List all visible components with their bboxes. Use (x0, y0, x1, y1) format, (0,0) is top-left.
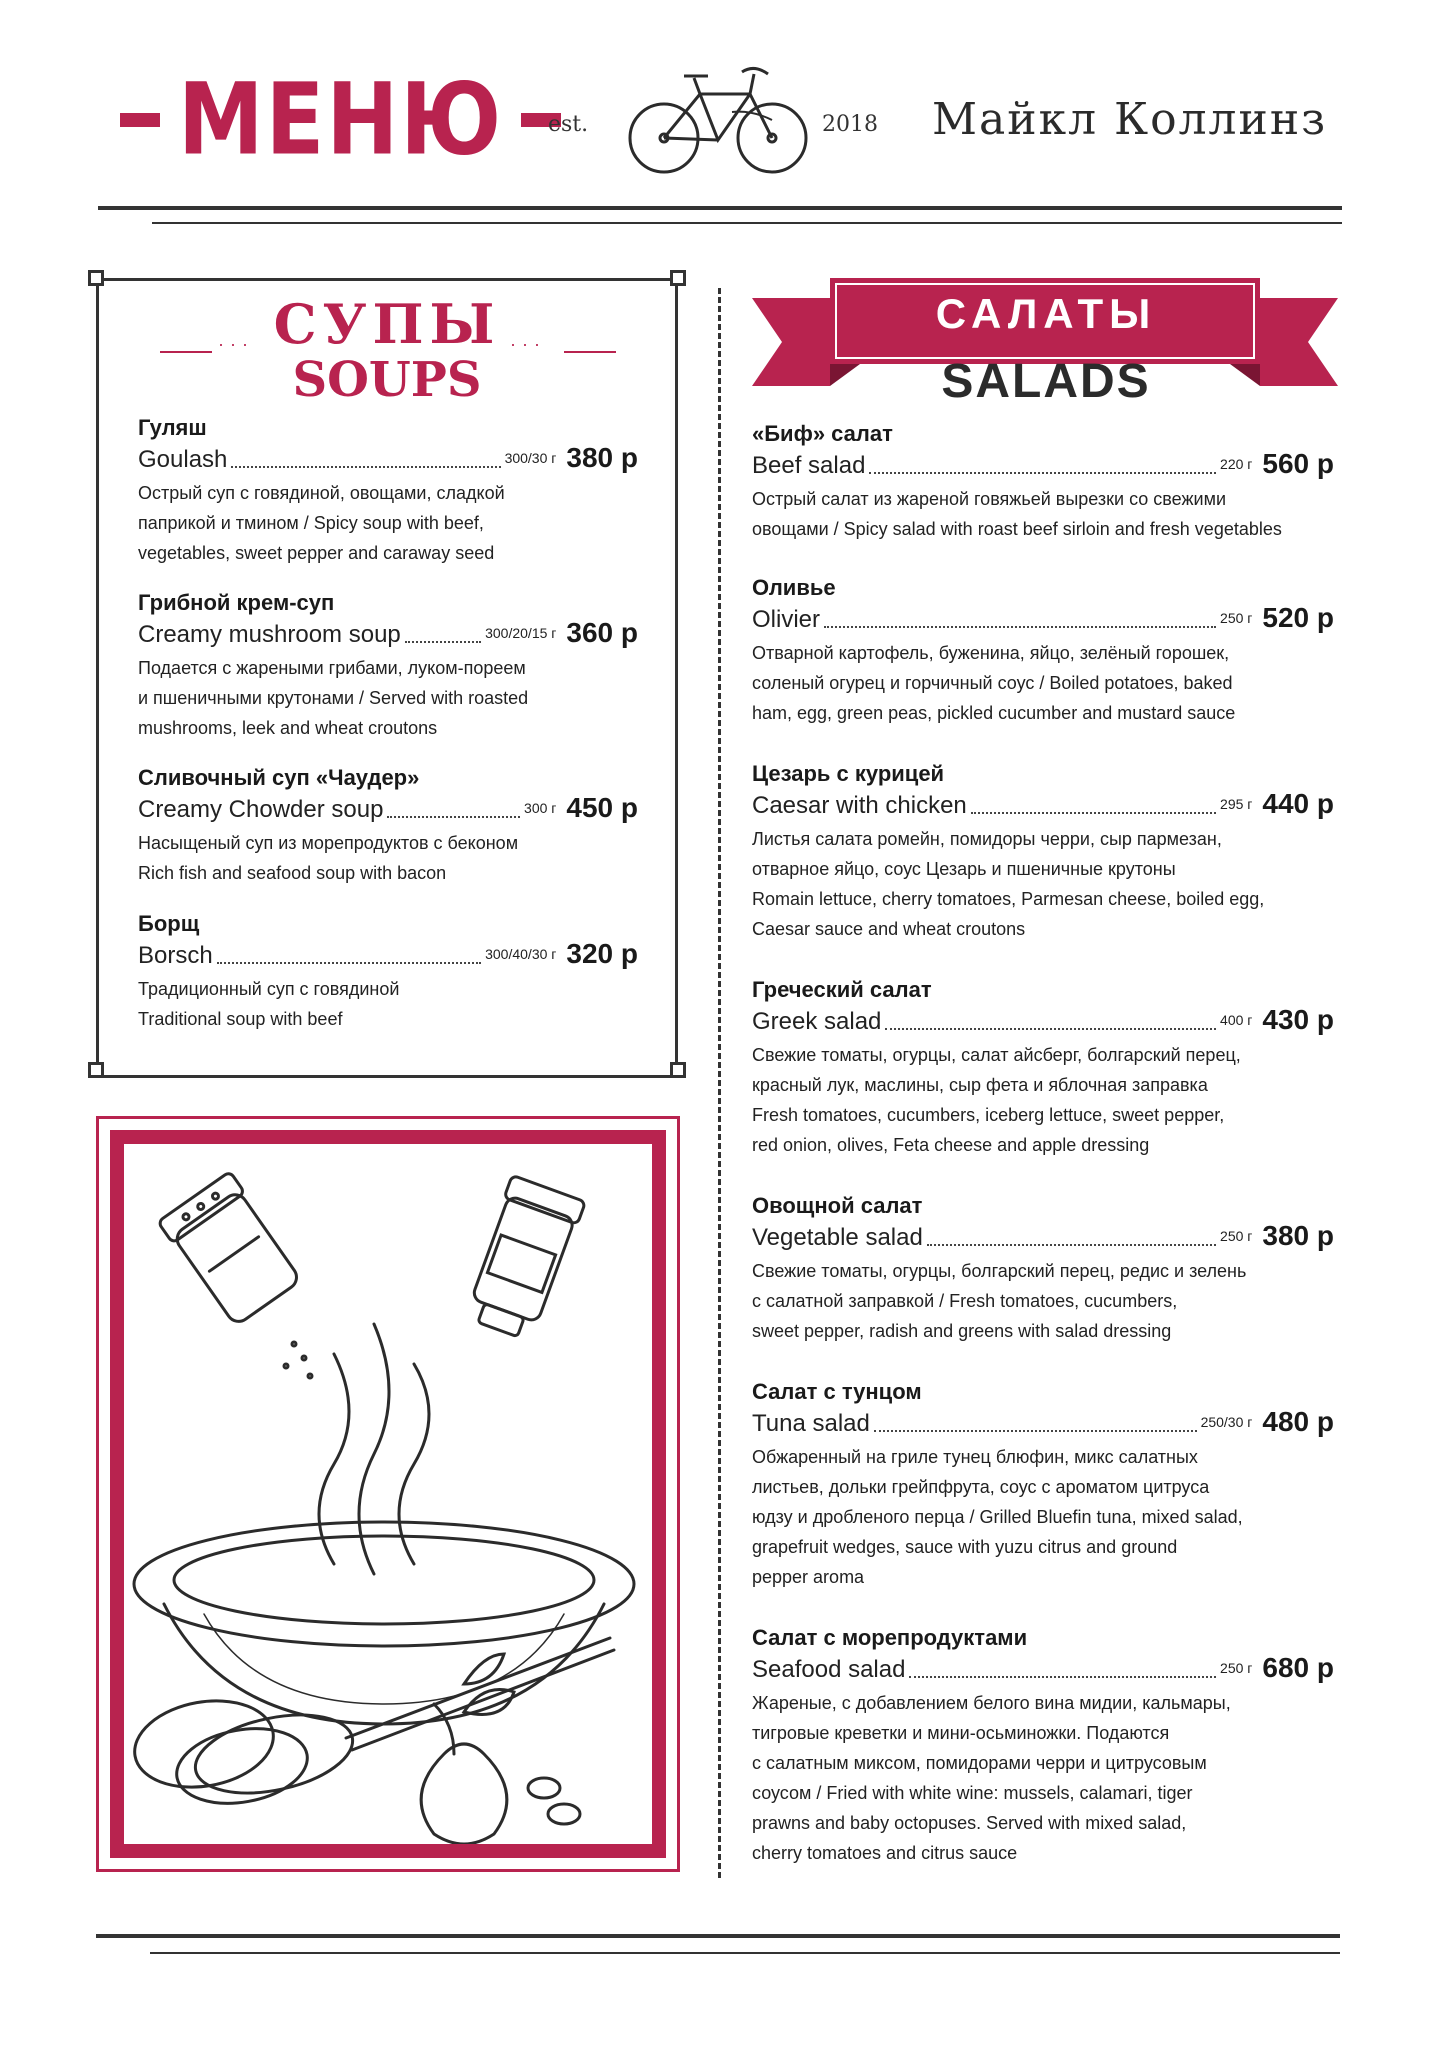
dish-description: Свежие томаты, огурцы, болгарский перец, редис и зелень с салатной заправкой / Fresh tomatoes, cucumbers, sweet pepper, radish and greens with salad dressing (752, 1261, 1247, 1341)
title-dash-left (120, 113, 160, 127)
soup-item (138, 764, 638, 888)
dish-name-en: Seafood salad (752, 1656, 906, 1683)
garlic-icon (421, 1704, 580, 1844)
dish-weight: 250 г (1220, 1228, 1253, 1244)
bicycle-icon (622, 58, 812, 178)
menu-title (120, 62, 561, 178)
dish-weight: 300/30 г (504, 450, 557, 466)
salad-item (752, 1624, 1334, 1868)
dish-name-ru: Оливье (752, 575, 836, 600)
dish-description: Острый суп с говядиной, овощами, сладкой паприкой и тмином / Spicy soup with beef, vegetables, sweet pepper and caraway seed (138, 483, 505, 563)
dish-name-ru: Цезарь с курицей (752, 761, 945, 786)
salad-item (752, 574, 1334, 728)
soup-item (138, 910, 638, 1034)
salad-item (752, 1192, 1334, 1346)
dish-price: 360 р (566, 617, 638, 648)
dish-weight: 295 г (1220, 796, 1253, 812)
dish-description: Жареные, с добавлением белого вина мидии, кальмары, тигровые креветки и мини-осьминожки. Подаются с салатным миксом, помидорами черри и цитрусовым соусом / Fried with white wine: mussels, calamari, tiger prawns and baby octopuses. Served with mixed salad, cherry tomatoes and citrus sauce (752, 1693, 1231, 1863)
dish-name-ru: Борщ (138, 911, 200, 936)
pepper-shaker-icon (461, 1175, 586, 1343)
dish-name-en: Olivier (752, 606, 821, 633)
dish-name-en: Creamy mushroom soup (138, 621, 401, 648)
est-label: est. (548, 112, 589, 137)
header-rule-bottom (152, 222, 1342, 224)
soups-title-line-right (564, 351, 616, 353)
salads-title-en: SALADS (941, 355, 1151, 408)
dish-name-ru: Гуляш (138, 415, 207, 440)
dish-name-ru: Салат с морепродуктами (752, 1625, 1028, 1650)
frame-corner (670, 1062, 686, 1078)
dish-price: 560 р (1262, 448, 1334, 479)
dish-price: 320 р (566, 938, 638, 969)
dish-price: 520 р (1262, 602, 1334, 633)
soups-title-dots-left: ··· (218, 334, 254, 354)
dish-description: Острый салат из жареной говяжьей вырезки со свежими овощами / Spicy salad with roast beef sirloin and fresh vegetables (752, 489, 1282, 539)
year-label: 2018 (822, 112, 878, 137)
dish-description: Отварной картофель, буженина, яйцо, зелёный горошек, соленый огурец и горчичный соус / Boiled potatoes, baked ham, egg, green peas, pickled cucumber and mustard sauce (752, 643, 1236, 723)
dish-price: 450 р (566, 792, 638, 823)
dish-description: Свежие томаты, огурцы, салат айсберг, болгарский перец, красный лук, маслины, сыр фета и яблочная заправка Fresh tomatoes, cucumbers, iceberg lettuce, sweet pepper, red onion, olives, Feta cheese and apple dressing (752, 1045, 1241, 1155)
dish-name-en: Beef salad (752, 452, 866, 479)
dish-name-ru: Овощной салат (752, 1193, 923, 1218)
frame-corner (88, 1062, 104, 1078)
dish-weight: 300/40/30 г (485, 946, 557, 962)
dish-price: 380 р (566, 442, 638, 473)
dish-name-en: Caesar with chicken (752, 792, 967, 819)
soups-title-ru: СУПЫ (273, 292, 501, 356)
dish-name-ru: Салат с тунцом (752, 1379, 922, 1404)
salad-item (752, 420, 1334, 544)
soups-title-dots-right: ··· (510, 334, 546, 354)
salad-item (752, 976, 1334, 1160)
dish-weight: 300 г (524, 800, 557, 816)
footer-rule-top (96, 1934, 1340, 1938)
menu-heading: МЕНЮ (178, 62, 504, 178)
dish-description: Традиционный суп с говядиной Traditional soup with beef (138, 979, 400, 1029)
dish-name-en: Borsch (138, 942, 213, 969)
dish-weight: 400 г (1220, 1012, 1253, 1028)
spoon-icon (188, 1638, 614, 1806)
dish-name-en: Greek salad (752, 1008, 882, 1035)
column-divider (718, 288, 721, 1878)
dish-price: 430 р (1262, 1004, 1334, 1035)
dish-weight: 220 г (1220, 456, 1253, 472)
dish-description: Насыщеный суп из морепродуктов с беконом Rich fish and seafood soup with bacon (138, 833, 519, 883)
dish-name-ru: Греческий салат (752, 977, 932, 1002)
salad-item (752, 760, 1334, 944)
dish-price: 480 р (1262, 1406, 1334, 1437)
dish-name-ru: «Биф» салат (752, 421, 893, 446)
frame-corner (88, 270, 104, 286)
salt-shaker-icon (158, 1171, 305, 1328)
frame-corner (670, 270, 686, 286)
dish-price: 380 р (1262, 1220, 1334, 1251)
dish-price: 440 р (1262, 788, 1334, 819)
soup-item (138, 589, 638, 743)
dish-name-en: Tuna salad (752, 1410, 870, 1437)
dish-name-en: Vegetable salad (752, 1224, 923, 1251)
dish-weight: 250 г (1220, 1660, 1253, 1676)
dish-weight: 300/20/15 г (485, 625, 557, 641)
dish-weight: 250/30 г (1200, 1414, 1253, 1430)
dish-description: Обжаренный на гриле тунец блюфин, микс салатных листьев, дольки грейпфрута, соус с ароматом цитруса юдзу и дробленого перца / Grilled Bluefin tuna, mixed salad, grapefruit wedges, sauce with yuzu citrus and ground pepper aroma (752, 1447, 1243, 1587)
salad-item (752, 1378, 1334, 1592)
header-rule-top (98, 206, 1342, 210)
dish-name-en: Creamy Chowder soup (138, 796, 384, 823)
dish-description: Листья салата ромейн, помидоры черри, сыр пармезан, отварное яйцо, соус Цезарь и пшеничные крутоны Romain lettuce, cherry tomatoes, Parmesan cheese, boiled egg, Caesar sauce and wheat croutons (752, 829, 1265, 939)
brand-name: Майкл Коллинз (932, 94, 1328, 145)
footer-rule-bottom (150, 1952, 1340, 1954)
dish-name-en: Goulash (138, 446, 228, 473)
soups-title-en: SOUPS (292, 352, 482, 408)
salads-title-ru: САЛАТЫ (935, 290, 1157, 337)
soups-title-line-left (160, 351, 212, 353)
dish-weight: 250 г (1220, 610, 1253, 626)
soup-bowl-illustration (124, 1144, 652, 1844)
dish-price: 680 р (1262, 1652, 1334, 1683)
soup-item (138, 414, 638, 568)
dish-name-ru: Сливочный суп «Чаудер» (138, 765, 420, 790)
dish-description: Подается с жареными грибами, луком-пореем и пшеничными крутонами / Served with roasted mushrooms, leek and wheat croutons (138, 658, 529, 738)
dish-name-ru: Грибной крем-суп (138, 590, 335, 615)
